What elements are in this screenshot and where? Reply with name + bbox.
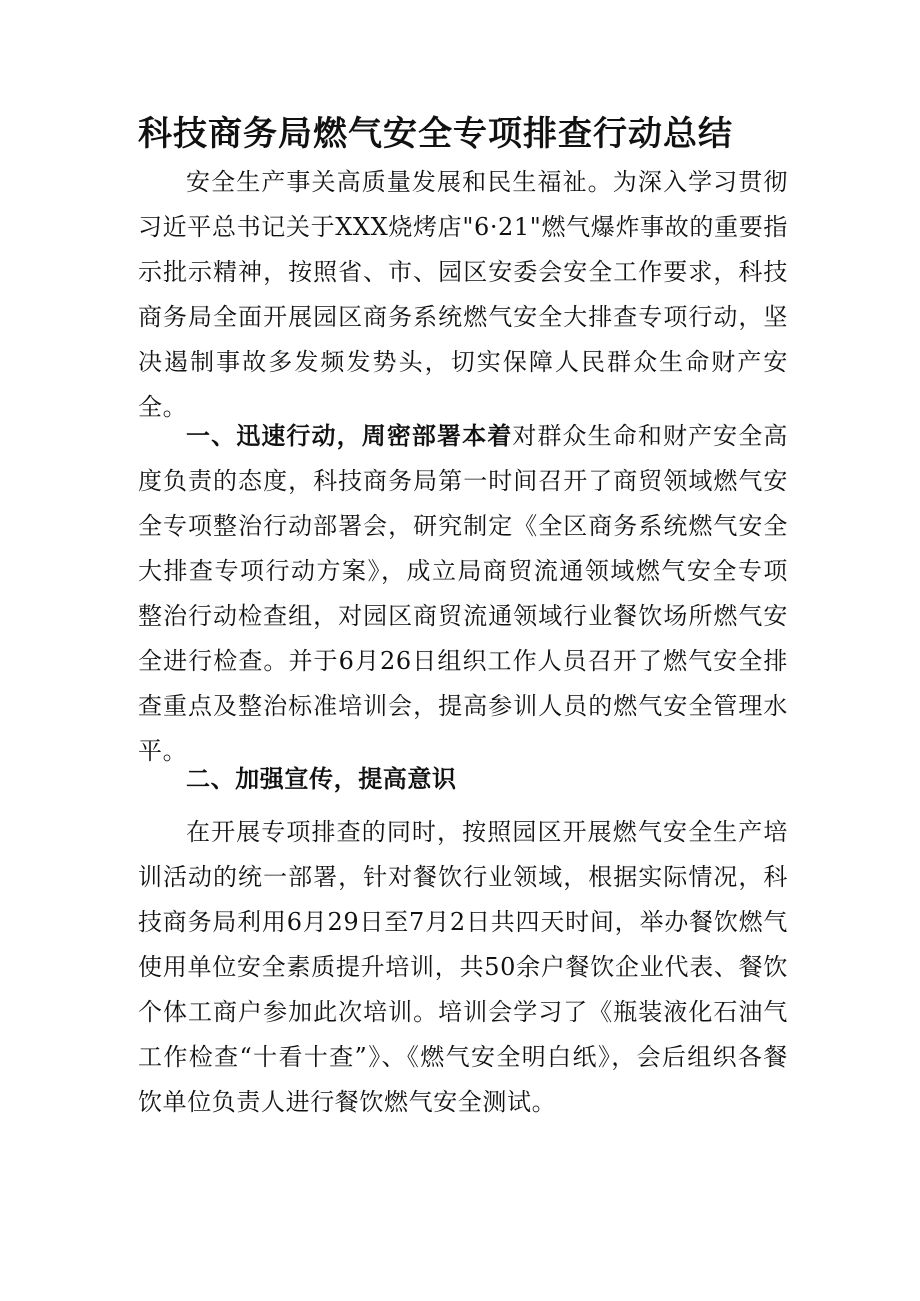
section-1-paragraph [138, 413, 788, 774]
document-title: 科技商务局燃气安全专项排查行动总结 [138, 114, 733, 154]
section-2-heading: 二、加强宣传，提高意识 [186, 764, 457, 793]
section-2-body: 在开展专项排查的同时，按照园区开展燃气安全生产培训活动的统一部署，针对餐饮行业领域，根据实际情况，科技商务局利用6月29日至7月2日共四天时间，举办餐饮燃气使用单位安全素质提升培训，共50余户餐饮企业代表、餐饮个体工商户参加此次培训。培训会学习了《瓶装液化石油气工作检查“十看十查”》、《燃气安全明白纸》，会后组织各餐饮单位负责人进行餐饮燃气安全测试。 [138, 818, 788, 1116]
intro-paragraph: 安全生产事关高质量发展和民生福祉。为深入学习贯彻习近平总书记关于XXX烧烤店"6·21"燃气爆炸事故的重要指示批示精神，按照省、市、园区安委会安全工作要求，科技商务局全面开展园区商务系统燃气安全大排查专项行动，坚决遏制事故多发频发势头，切实保障人民群众生命财产安全。 [138, 168, 788, 421]
section-1-heading: 一、迅速行动，周密部署本着 [186, 421, 513, 450]
section-1-body: 对群众生命和财产安全高度负责的态度，科技商务局第一时间召开了商贸领域燃气安全专项整治行动部署会，研究制定《全区商务系统燃气安全大排查专项行动方案》，成立局商贸流通领域燃气安全专项整治行动检查组，对园区商贸流通领域行业餐饮场所燃气安全进行检查。并于6月26日组织工作人员召开了燃气安全排查重点及整治标准培训会，提高参训人员的燃气安全管理水平。 [138, 422, 788, 765]
